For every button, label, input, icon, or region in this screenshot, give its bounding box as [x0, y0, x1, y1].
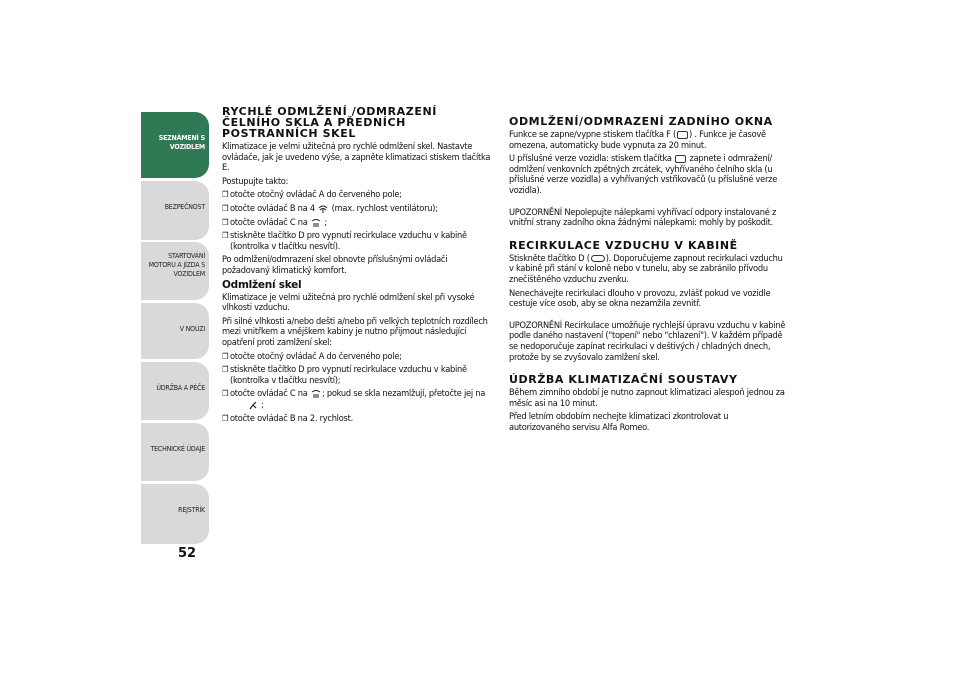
list-item: ❒ stiskněte tlačítko D pro vypnutí recirkulace vzduchu v kabině (kontrolka v tlačítku nesvítí);: [222, 364, 467, 386]
sidebar-tab-label: SEZNÁMENÍ S VOZIDLEM: [158, 134, 205, 151]
paragraph: Funkce se zapne/vypne stiskem tlačítka F ( ) . Funkce je časově omezena, automaticky bude vypnuta za 20 minut.: [509, 129, 766, 151]
section-heading-quick-defog: RYCHLÉ ODMLŽENÍ /ODMRAZENÍ ČELNÍHO SKLA A PŘEDNÍCH POSTRANNÍCH SKEL: [222, 105, 437, 140]
sidebar-tab-udrzba[interactable]: [141, 362, 209, 420]
page-number: 52: [178, 546, 197, 561]
warning-paragraph: UPOZORNĚNÍ Recirkulace umožňuje rychlejší úpravu vzduchu v kabině podle daného nastavení ("topení" nebo "chlazení"). V každém případě se nedoporučuje zapínat recirkulaci v deštivých / chladných dnech, protože by se zvyšovalo zamlžení skel.: [509, 319, 786, 363]
section-heading-maintenance: ÚDRŽBA KLIMATIZAČNÍ SOUSTAVY: [509, 373, 738, 387]
paragraph: Klimatizace je velmi užitečná pro rychlé odmlžení skel. Nastavte ovládače, jak je uvedeno výše, a zapněte klimatizaci stiskem tlačítka E.: [222, 141, 491, 174]
sidebar-tab-label: ÚDRŽBA A PÉČE: [156, 384, 205, 392]
windshield-defrost-icon: [311, 389, 321, 398]
checkbox-bullet-icon: ❒: [222, 413, 229, 423]
checkbox-bullet-icon: ❒: [222, 217, 229, 227]
sidebar-tab-v-nouzi[interactable]: [141, 303, 209, 359]
right-column: [509, 116, 787, 436]
checkbox-bullet-icon: ❒: [222, 203, 229, 213]
checkbox-bullet-icon: ❒: [222, 231, 229, 241]
rear-defrost-icon: [675, 155, 686, 163]
list-item: ❒ otočte ovládač B na 2. rychlost.: [222, 412, 353, 424]
left-column: [222, 106, 492, 428]
paragraph: Postupujte takto:: [222, 175, 289, 187]
list-item: ❒ otočte ovládač C na ;: [222, 216, 327, 228]
sidebar-tab-label: BEZPEČNOST: [164, 203, 205, 211]
sub-heading-odmlzeni-skel: Odmlžení skel: [222, 278, 302, 291]
paragraph: Klimatizace je velmi užitečná pro rychlé odmlžení skel při vysoké vlhkosti vzduchu.: [222, 291, 475, 314]
sidebar-tab-label: STARTOVÁNÍ MOTORU A JÍZDA S VOZIDLEM: [148, 252, 205, 278]
list-item: ❒ otočte otočný ovládač A do červeného pole;: [222, 189, 402, 201]
sidebar-tab-label: V NOUZI: [179, 325, 205, 333]
section-heading-recirculation: RECIRKULACE VZDUCHU V KABINĚ: [509, 238, 738, 252]
rear-defrost-icon: [677, 131, 688, 139]
paragraph: Před letním obdobím nechejte klimatizaci zkontrolovat u autorizovaného servisu Alfa Romeo.: [509, 411, 729, 433]
list-item: ❒ stiskněte tlačítko D pro vypnutí recirkulace vzduchu v kabině (kontrolka v tlačítku nesvítí).: [222, 230, 467, 252]
section-heading-rear-window: ODMLŽENÍ/ODMRAZENÍ ZADNÍHO OKNA: [509, 115, 773, 128]
list-item: ❒ otočte otočný ovládač A do červeného pole;: [222, 350, 402, 362]
recirculation-icon: [591, 255, 605, 262]
sidebar-tab-seznameni[interactable]: [141, 112, 209, 178]
warning-paragraph: UPOZORNĚNÍ Nepolepujte nálepkami vyhřívací odpory instalované z vnitřní strany zadního okna žádnými nálepkami: mohly by poškodit.: [509, 206, 777, 229]
paragraph: Během zimního období je nutno zapnout klimatizaci alespoň jednou za měsíc asi na 10 minut.: [509, 387, 785, 409]
list-item: ❒ otočte ovládač B na 4 (max. rychlost ventilátoru);: [222, 202, 438, 214]
checkbox-bullet-icon: ❒: [222, 351, 229, 361]
checkbox-bullet-icon: ❒: [222, 389, 229, 399]
paragraph: U příslušné verze vozidla: stiskem tlačítka zapnete i odmražení/ odmlžení venkovních zpětných zrcátek, vyhřívaného čelního skla (u příslušné verze vozidla) a vyhřívaných vstřikovačů (u příslušné verze vozidla).: [509, 153, 778, 196]
sidebar-tab-bezpecnost[interactable]: [141, 181, 209, 240]
checkbox-bullet-icon: ❒: [222, 190, 229, 200]
paragraph: Nenechávejte recirkulaci dlouho v provozu, zvlášť pokud ve vozidle cestuje více osob, aby se okna nezamžila zevnitř.: [509, 287, 771, 310]
sidebar-tab-technicke-udaje[interactable]: [141, 423, 209, 481]
paragraph: Po odmlžení/odmrazení skel obnovte příslušnými ovládači požadovaný klimatický komfort.: [222, 254, 448, 276]
windshield-defrost-icon: [311, 218, 321, 227]
sidebar-tab-label: TECHNICKÉ ÚDAJE: [150, 445, 205, 453]
paragraph: Stiskněte tlačítko D ( ). Doporučujeme zapnout recirkulaci vzduchu v kabině při stání v koloně nebo v tunelu, aby se zabránilo přívodu znečištěného vzduchu zvenku.: [509, 252, 783, 285]
fan-icon: [318, 204, 328, 213]
checkbox-bullet-icon: ❒: [222, 365, 229, 375]
sidebar-tab-rejstrik[interactable]: [141, 484, 209, 544]
sidebar-tab-startovani[interactable]: [141, 242, 209, 300]
paragraph: Při silné vlhkosti a/nebo dešti a/nebo při velkých teplotních rozdílech mezi vnitřkem a vnějškem kabiny je nutno přijmout následující opatření proti zamlžení skel:: [222, 315, 488, 348]
sidebar-tab-label: REJSTŘÍK: [178, 506, 205, 514]
list-item: ❒ otočte ovládač C na ; pokud se skla nezamlžují, přetočte jej na ;: [222, 388, 486, 411]
foot-windshield-icon: [248, 400, 258, 410]
